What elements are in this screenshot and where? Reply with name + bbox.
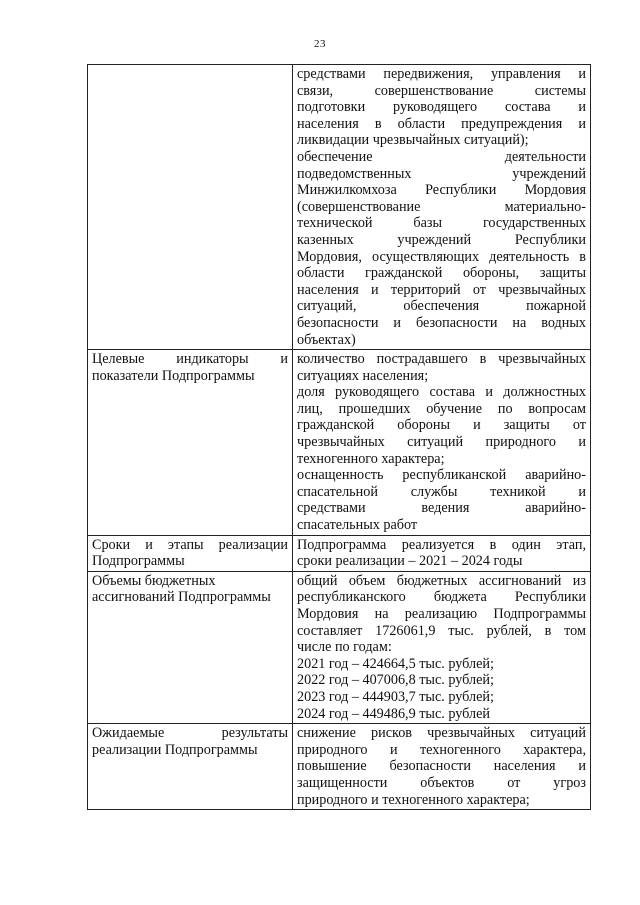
parameter-value-cell (293, 65, 591, 350)
text-line: техногенного характера; (297, 450, 445, 467)
text-line: доля руководящего состава и должностных (297, 384, 586, 401)
text-line: объектах) (297, 331, 356, 348)
text-line: ситуациях населения; (297, 367, 429, 384)
text-line: подведомственных учреждений (297, 165, 586, 182)
text-line: безопасности и безопасности на водных (297, 314, 586, 331)
text-line: снижение рисков чрезвычайных ситуаций (297, 725, 586, 742)
text-line: средствами ведения аварийно- (297, 500, 586, 517)
text-line: оснащенность республиканской аварийно- (297, 467, 586, 484)
text-line: республиканского бюджета Республики (297, 589, 586, 606)
parameter-value-cell (293, 571, 591, 723)
table-row (88, 571, 591, 723)
text-line: Ожидаемые результаты (92, 725, 288, 742)
text-line: ликвидации чрезвычайных ситуаций); (297, 132, 529, 149)
parameter-name-cell (88, 571, 293, 723)
parameter-name-cell (88, 724, 293, 810)
text-line: технической базы государственных (297, 215, 586, 232)
text-line: ассигнований Подпрограммы (92, 589, 271, 606)
text-line: ситуаций, обеспечения пожарной (297, 298, 586, 315)
text-line: повышение безопасности населения и (297, 758, 586, 775)
text-line: природного и техногенного характера; (297, 791, 530, 808)
parameter-value-cell (293, 535, 591, 571)
text-line: количество пострадавшего в чрезвычайных (297, 351, 586, 368)
text-line: населения и территорий от чрезвычайных (297, 281, 586, 298)
text-line: спасательной службы техникой и (297, 483, 586, 500)
text-line: Мордовия, осуществляющих деятельность в (297, 248, 586, 265)
text-line: гражданской обороны и защиты от (297, 417, 586, 434)
table-row (88, 65, 591, 350)
text-line: Минжилкомхоза Республики Мордовия (297, 182, 586, 199)
parameter-value-cell (293, 350, 591, 536)
text-line: лиц, прошедших обучение по вопросам (297, 400, 586, 417)
text-line: природного и техногенного характера, (297, 741, 586, 758)
text-line: защищенности объектов от угроз (297, 774, 586, 791)
text-line: 2021 год – 424664,5 тыс. рублей; (297, 655, 494, 672)
text-line: области гражданской обороны, защиты (297, 265, 586, 282)
text-line: общий объем бюджетных ассигнований из (297, 572, 586, 589)
text-line: составляет 1726061,9 тыс. рублей, в том (297, 622, 586, 639)
text-line: показатели Подпрограммы (92, 367, 255, 384)
text-line: Подпрограмма реализуется в один этап, (297, 536, 586, 553)
parameter-name-cell (88, 535, 293, 571)
table-row (88, 724, 591, 810)
text-line: чрезвычайных ситуаций природного и (297, 434, 586, 451)
text-line: Целевые индикаторы и (92, 351, 288, 368)
text-line: Объемы бюджетных (92, 572, 216, 589)
text-line: Мордовия на реализацию Подпрограммы (297, 606, 586, 622)
text-line: 2023 год – 444903,7 тыс. рублей; (297, 688, 494, 705)
text-line: спасательных работ (297, 517, 418, 534)
table-row (88, 350, 591, 536)
text-line: (совершенствование материально- (297, 198, 586, 215)
text-line: казенных учреждений Республики (297, 231, 586, 248)
table-row (88, 535, 591, 571)
text-line: сроки реализации – 2021 – 2024 годы (297, 553, 523, 570)
text-line: связи, совершенствование системы (297, 82, 586, 99)
text-line: обеспечение деятельности (297, 148, 586, 165)
text-line: подготовки руководящего состава и (297, 99, 586, 116)
text-line: 2022 год – 407006,8 тыс. рублей; (297, 672, 494, 689)
text-line: населения в области предупреждения и (297, 115, 586, 132)
parameter-name-cell (88, 65, 293, 350)
text-line: Сроки и этапы реализации (92, 536, 288, 553)
text-line: числе по годам: (297, 639, 392, 656)
page-number: 23 (314, 38, 326, 50)
text-line: реализации Подпрограммы (92, 741, 258, 758)
text-line: Подпрограммы (92, 553, 185, 570)
text-line: средствами передвижения, управления и (297, 66, 586, 82)
parameter-name-cell (88, 350, 293, 536)
text-line: 2024 год – 449486,9 тыс. рублей (297, 705, 490, 722)
parameter-value-cell (293, 724, 591, 810)
program-passport-table (87, 64, 591, 810)
